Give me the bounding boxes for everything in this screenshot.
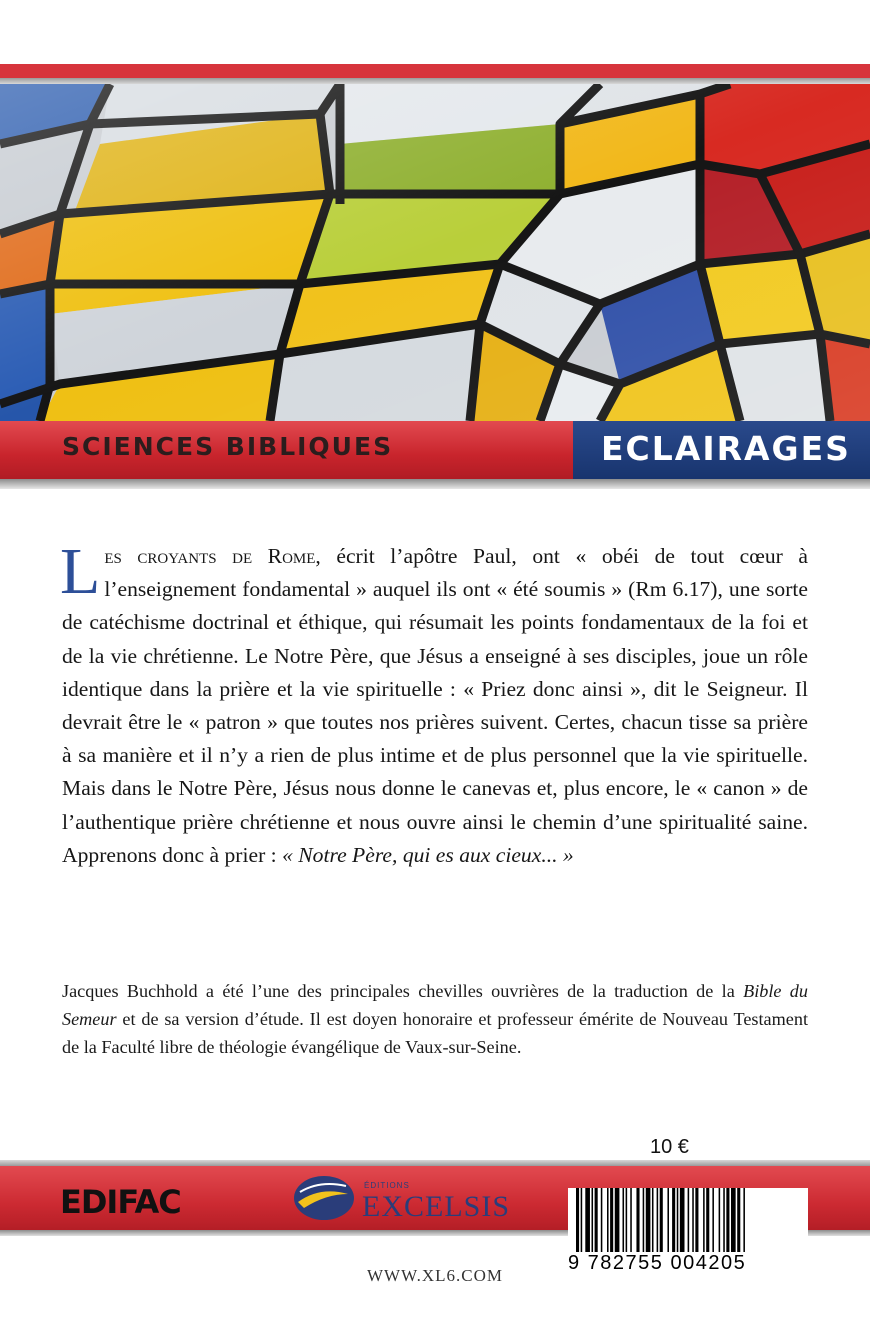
author-bio-bible-title: Bible du Semeur (62, 981, 808, 1029)
barcode-bar (731, 1188, 736, 1252)
barcode-bar (630, 1188, 632, 1252)
barcode-bar (615, 1188, 620, 1252)
barcode-bar (576, 1188, 579, 1252)
barcode-bar (688, 1188, 690, 1252)
collection-label: ECLAIRAGES (601, 429, 851, 468)
top-red-stripe (0, 64, 870, 78)
barcode-bar (592, 1188, 594, 1252)
drop-cap: L (60, 535, 101, 608)
barcode-bar (723, 1188, 725, 1252)
barcode-bar (695, 1188, 698, 1252)
author-bio (62, 978, 808, 1061)
barcode-bar (667, 1188, 669, 1252)
barcode-bar (660, 1188, 663, 1252)
back-cover-blurb (60, 535, 808, 872)
author-bio-part1: Jacques Buchhold a été l’une des principales chevilles ouvrières de la traduction de la (62, 981, 744, 1001)
blurb-closing-quote: « Notre Père, qui es aux cieux... » (282, 842, 574, 867)
barcode-bar (703, 1188, 705, 1252)
barcode-bar (712, 1188, 714, 1252)
barcode-bar (743, 1188, 745, 1252)
barcode-bar (680, 1188, 685, 1252)
stained-glass-illustration (0, 84, 870, 421)
barcode-bar (719, 1188, 721, 1252)
blurb-opening-smallcaps: es croyants de Rome (104, 544, 316, 568)
edifac-logo: EDIFAC (60, 1183, 181, 1221)
barcode-bar (677, 1188, 679, 1252)
barcode-bar (737, 1188, 740, 1252)
publisher-website: WWW.XL6.COM (367, 1266, 503, 1285)
price: 10 € (650, 1136, 689, 1158)
barcode-bar (581, 1188, 583, 1252)
barcode-bar (636, 1188, 639, 1252)
barcode-bar (595, 1188, 598, 1252)
barcode-digits: 9 782755 004205 (568, 1252, 747, 1274)
author-bio-part2: et de sa version d’étude. Il est doyen honoraire et professeur émérite de Nouveau Testament de la Faculté libre de théologie évangélique de Vaux-sur-Seine. (62, 1008, 808, 1057)
barcode-bar (601, 1188, 603, 1252)
barcode-bar (626, 1188, 628, 1252)
blurb-body: , écrit l’apôtre Paul, ont « obéi de tout cœur à l’enseignement fondamental » auquel ils ont « été soumis » (Rm 6.17), une sorte de catéchisme doctrinal et éthique, qui résumait les points fondamentaux de la foi et de la vie chrétienne. Le Notre Père, que Jésus a enseigné à ses disciples, joue un rôle identique dans la prière et la vie spirituelle : « Priez donc ainsi », dit le Seigneur. Il devrait être le « patron » que toutes nos prières suivent. Certes, chacun tisse sa prière à sa manière et il n’y a rien de plus intime et de plus personnel que la vie spirituelle. Mais dans le Notre Père, Jésus nous donne le canevas et, plus encore, le « canon » de l’authentique prière chrétienne et nous ouvre ainsi le chemin d’une spiritualité saine. Apprenons donc à prier : (62, 544, 808, 867)
band-shadow (0, 479, 870, 489)
barcode-bar (646, 1188, 651, 1252)
series-label: SCIENCES BIBLIQUES (62, 432, 394, 461)
barcode-bar (643, 1188, 645, 1252)
barcode (574, 1188, 802, 1252)
barcode-bar (607, 1188, 609, 1252)
barcode-bar (692, 1188, 694, 1252)
barcode-bar (623, 1188, 625, 1252)
excelsis-editions-label: ÉDITIONS (364, 1181, 410, 1190)
barcode-bar (672, 1188, 675, 1252)
barcode-bar (726, 1188, 729, 1252)
barcode-bar (657, 1188, 659, 1252)
barcode-bar (610, 1188, 613, 1252)
barcode-bar (706, 1188, 709, 1252)
barcode-bar (652, 1188, 654, 1252)
excelsis-name: EXCELSIS (362, 1190, 511, 1223)
barcode-bar (585, 1188, 590, 1252)
